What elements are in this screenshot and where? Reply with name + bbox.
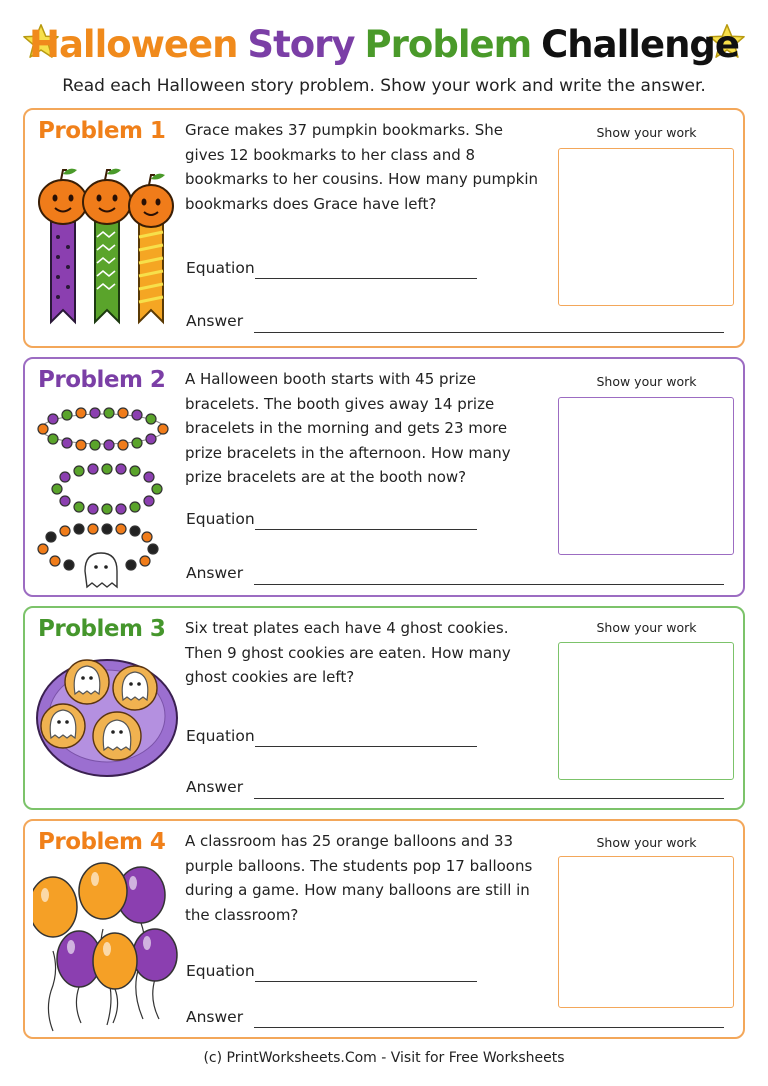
problem-story: Grace makes 37 pumpkin bookmarks. She gives 12 bookmarks to her class and 8 bookmarks to her cousins. How many pumpkin bookmarks does Grace have left? — [185, 121, 539, 213]
problem-card-3 — [23, 606, 745, 810]
equation-line[interactable] — [255, 529, 477, 530]
problem-card-2 — [23, 357, 745, 597]
show-work-box[interactable] — [558, 148, 734, 306]
show-work-label: Show your work — [596, 620, 697, 635]
equation-line[interactable] — [255, 278, 477, 279]
title-word-challenge: Challenge — [541, 22, 739, 66]
instructions: Read each Halloween story problem. Show your work and write the answer. — [62, 76, 706, 96]
equation-label: Equation — [186, 259, 255, 277]
answer-label: Answer — [186, 312, 244, 330]
equation-line[interactable] — [255, 746, 477, 747]
answer-line[interactable] — [254, 584, 724, 585]
ghost-cookie-plate-illustration — [33, 652, 183, 782]
page-title — [24, 23, 744, 66]
page-header — [0, 14, 768, 74]
balloons-illustration — [33, 861, 183, 1037]
equation-label: Equation — [186, 510, 255, 528]
problem-story: Six treat plates each have 4 ghost cookies. Then 9 ghost cookies are eaten. How many ghost cookies are left? — [185, 619, 511, 686]
problem-card-4 — [23, 819, 745, 1039]
bead-bracelets-illustration — [33, 403, 183, 591]
answer-label: Answer — [186, 1008, 244, 1026]
equation-label: Equation — [186, 962, 255, 980]
problem-label: Problem 4 — [38, 829, 166, 855]
problem-story: A classroom has 25 orange balloons and 33 purple balloons. The students pop 17 balloons during a game. How many balloons are still in the classroom? — [185, 832, 533, 924]
equation-label: Equation — [186, 727, 255, 745]
equation-line[interactable] — [255, 981, 477, 982]
answer-line[interactable] — [254, 332, 724, 333]
title-word-problem: Problem — [364, 22, 532, 66]
problem-label: Problem 3 — [38, 616, 166, 642]
answer-label: Answer — [186, 564, 244, 582]
answer-line[interactable] — [254, 1027, 724, 1028]
footer-credit: (c) PrintWorksheets.Com - Visit for Free Worksheets — [203, 1050, 565, 1066]
answer-line[interactable] — [254, 798, 724, 799]
show-work-box[interactable] — [558, 856, 734, 1008]
show-work-box[interactable] — [558, 642, 734, 780]
show-work-label: Show your work — [596, 374, 697, 389]
show-work-box[interactable] — [558, 397, 734, 555]
problem-label: Problem 1 — [38, 118, 166, 144]
answer-label: Answer — [186, 778, 244, 796]
pumpkin-bookmarks-illustration — [33, 162, 183, 332]
problem-card-1 — [23, 108, 745, 348]
title-word-halloween: Halloween — [28, 22, 238, 66]
title-word-story: Story — [247, 22, 355, 66]
problem-story: A Halloween booth starts with 45 prize bracelets. The booth gives away 14 prize bracelets in the morning and gets 23 more prize bracelets in the afternoon. How many prize bracelets are at the booth now? — [185, 370, 511, 486]
problem-label: Problem 2 — [38, 367, 166, 393]
show-work-label: Show your work — [596, 835, 697, 850]
show-work-label: Show your work — [596, 125, 697, 140]
